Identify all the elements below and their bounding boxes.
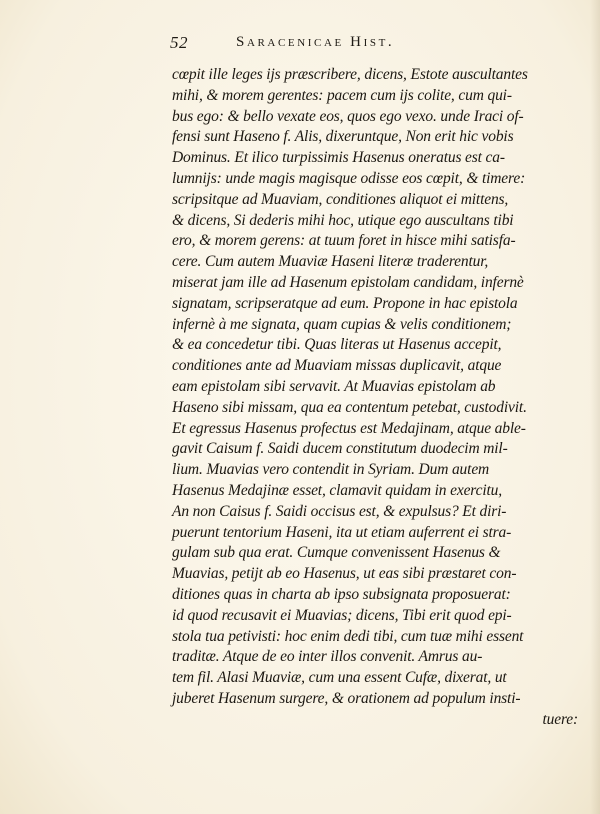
text-line: infernè à me signata, quam cupias & velis conditionem; (172, 315, 512, 333)
text-line: signatam, scripseratque ad eum. Propone in hac epistola (172, 294, 518, 312)
text-line: Hasenus Medajinæ esset, clamavit quidam in exercitu, (172, 481, 502, 499)
running-title: Saracenicae Hist. (236, 34, 395, 50)
text-line: Muavias, petijt ab eo Hasenus, ut eas sibi præstaret con- (172, 565, 517, 583)
text-line: miserat jam ille ad Hasenum epistolam candidam, infernè (172, 273, 524, 291)
body-text (172, 65, 582, 731)
text-line: & dicens, Si dederis mihi hoc, utique ego auscultans tibi (172, 211, 514, 229)
text-line: Et egressus Hasenus profectus est Medajinam, atque able- (172, 419, 526, 437)
page-edge-shadow (590, 0, 600, 814)
text-line: ero, & morem gerens: at tuum foret in hisce mihi satisfa- (172, 232, 516, 250)
text-line: bus ego: & bello vexate eos, quos ego vexo. unde Iraci of- (172, 107, 524, 125)
text-line: conditiones ante ad Muaviam missas duplicavit, atque (172, 357, 502, 375)
text-line: cere. Cum autem Muaviæ Haseni literæ traderentur, (172, 253, 489, 271)
text-line: eam epistolam sibi servavit. At Muavias epistolam ab (172, 377, 496, 395)
text-line: Dominus. Et ilico turpissimis Hasenus oneratus est ca- (172, 149, 505, 167)
text-line: An non Caisus f. Saidi occisus est, & expulsus? Et diri- (172, 502, 507, 520)
text-line: & ea concedetur tibi. Quas literas ut Hasenus accepit, (172, 336, 502, 354)
text-line: id quod recusavit ei Muavias; dicens, Tibi erit quod epi- (172, 606, 512, 624)
text-line: cœpit ille leges ijs præscribere, dicens, Estote auscultantes (172, 66, 528, 83)
text-line: tem fil. Alasi Muaviæ, cum una essent Cufæ, dixerat, ut (172, 669, 507, 687)
text-line: mihi, & morem gerentes: pacem cum ijs colite, cum qui- (172, 86, 512, 104)
text-line: lumnijs: unde magis magisque odisse eos cœpit, & timere: (172, 169, 526, 187)
page-number: 52 (170, 33, 188, 52)
text-line: puerunt tentorium Haseni, ita ut etiam auferrent ei stra- (172, 523, 512, 541)
text-line: gavit Caisum f. Saidi ducem constitutum duodecim mil- (172, 440, 508, 458)
text-line: stola tua petivisti: hoc enim dedi tibi, cum tuæ mihi essent (172, 627, 524, 645)
text-line: ditiones quas in charta ab ipso subsignata proposuerat: (172, 585, 511, 603)
text-line: scripsitque ad Muaviam, conditiones aliquot ei mittens, (172, 190, 509, 208)
text-line: lium. Muavias vero contendit in Syriam. Dum autem (172, 461, 490, 479)
text-line: Haseno sibi missam, qua ea contentum petebat, custodivit. (172, 398, 527, 416)
text-line: gulam sub qua erat. Cumque convenissent Hasenus & (172, 544, 501, 562)
running-head (170, 33, 570, 57)
text-line: fensi sunt Haseno f. Alis, dixeruntque, Non erit hic vobis (172, 128, 514, 146)
text-line: traditæ. Atque de eo inter illos convenit. Amrus au- (172, 648, 483, 666)
catchword: tuere: (542, 710, 578, 728)
text-line: juberet Hasenum surgere, & orationem ad populum insti- (172, 689, 521, 707)
